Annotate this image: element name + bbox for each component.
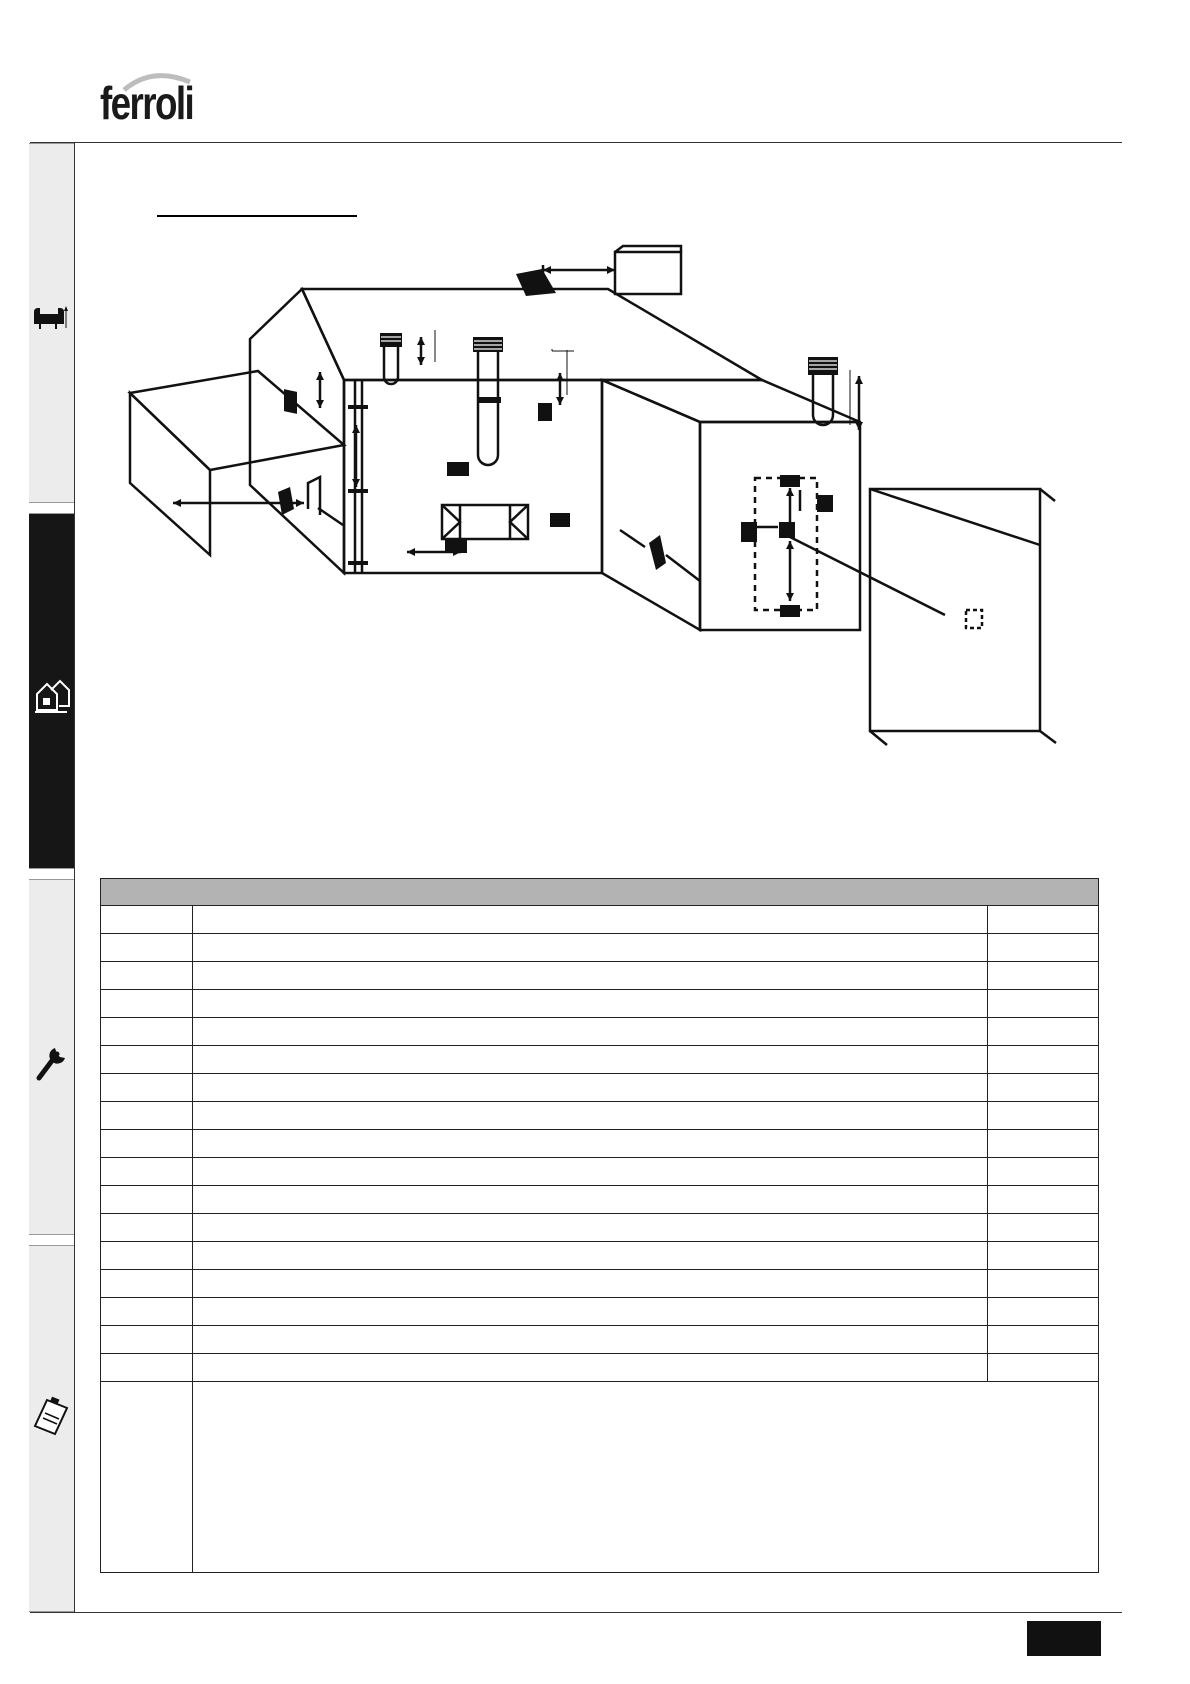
row-description-cell bbox=[193, 962, 988, 990]
tab-installation[interactable] bbox=[29, 513, 74, 869]
row-code-cell bbox=[101, 1074, 193, 1102]
row-value-cell bbox=[988, 1186, 1099, 1214]
wall-terminal-block bbox=[278, 487, 294, 515]
brand-logo bbox=[100, 72, 212, 130]
row-value-cell bbox=[988, 1326, 1099, 1354]
row-code-cell bbox=[101, 906, 193, 934]
row-value-cell bbox=[988, 1298, 1099, 1326]
footer-divider bbox=[30, 1612, 1122, 1613]
row-description-cell bbox=[193, 1046, 988, 1074]
row-description-cell bbox=[193, 1102, 988, 1130]
row-code-cell bbox=[101, 1046, 193, 1074]
table-header bbox=[101, 879, 1099, 906]
row-description-cell bbox=[193, 906, 988, 934]
row-value-cell bbox=[988, 1074, 1099, 1102]
row-code-cell bbox=[101, 1270, 193, 1298]
row-description-cell bbox=[193, 934, 988, 962]
row-description-cell bbox=[193, 1158, 988, 1186]
wrench-icon bbox=[33, 1040, 71, 1082]
row-value-cell bbox=[988, 1242, 1099, 1270]
row-description-cell bbox=[193, 1214, 988, 1242]
clipboard-icon bbox=[33, 1396, 71, 1436]
extension-side-wall bbox=[602, 380, 700, 630]
row-value-cell bbox=[988, 1270, 1099, 1298]
table-row bbox=[101, 1326, 1099, 1354]
row-value-cell bbox=[988, 990, 1099, 1018]
notes-label-cell bbox=[101, 1382, 193, 1573]
row-value-cell bbox=[988, 962, 1099, 990]
row-value-cell bbox=[988, 1214, 1099, 1242]
gable-end-wall bbox=[250, 289, 344, 573]
row-code-cell bbox=[101, 1158, 193, 1186]
row-code-cell bbox=[101, 1130, 193, 1158]
main-roof bbox=[302, 289, 762, 380]
table-row bbox=[101, 1102, 1099, 1130]
row-description-cell bbox=[193, 1018, 988, 1046]
table-row bbox=[101, 1242, 1099, 1270]
notes-row bbox=[101, 1382, 1099, 1573]
row-value-cell bbox=[988, 1018, 1099, 1046]
table-row bbox=[101, 990, 1099, 1018]
section-title-underline bbox=[157, 215, 357, 217]
table-row bbox=[101, 1214, 1099, 1242]
tab-service[interactable] bbox=[29, 879, 74, 1235]
row-description-cell bbox=[193, 1270, 988, 1298]
row-value-cell bbox=[988, 1354, 1099, 1382]
vertical-flue-terminal-1 bbox=[384, 347, 398, 384]
tab-user[interactable] bbox=[29, 143, 74, 503]
house-install-icon bbox=[33, 676, 71, 714]
table-row bbox=[101, 1298, 1099, 1326]
vertical-flue-terminal-3 bbox=[813, 375, 833, 425]
row-value-cell bbox=[988, 1158, 1099, 1186]
row-value-cell bbox=[988, 1130, 1099, 1158]
table-row bbox=[101, 1354, 1099, 1382]
chimney-stack bbox=[615, 252, 681, 294]
table-row bbox=[101, 1270, 1099, 1298]
row-code-cell bbox=[101, 1326, 193, 1354]
row-code-cell bbox=[101, 934, 193, 962]
row-code-cell bbox=[101, 962, 193, 990]
brand-wordmark: ferroli bbox=[100, 77, 194, 129]
clearance-table bbox=[100, 878, 1099, 1573]
row-code-cell bbox=[101, 990, 193, 1018]
adjacent-wall bbox=[870, 489, 1040, 731]
row-description-cell bbox=[193, 1130, 988, 1158]
row-value-cell bbox=[988, 1102, 1099, 1130]
row-code-cell bbox=[101, 1354, 193, 1382]
header-divider bbox=[30, 142, 1122, 143]
row-description-cell bbox=[193, 990, 988, 1018]
row-code-cell bbox=[101, 1298, 193, 1326]
notes-text-cell bbox=[193, 1382, 1099, 1573]
table-row bbox=[101, 1074, 1099, 1102]
table-row bbox=[101, 1130, 1099, 1158]
row-code-cell bbox=[101, 1018, 193, 1046]
row-description-cell bbox=[193, 1354, 988, 1382]
table-row bbox=[101, 1018, 1099, 1046]
row-description-cell bbox=[193, 1074, 988, 1102]
page-number-badge bbox=[1027, 1621, 1101, 1656]
row-code-cell bbox=[101, 1102, 193, 1130]
row-code-cell bbox=[101, 1186, 193, 1214]
tab-technical[interactable] bbox=[29, 1245, 74, 1612]
table-row bbox=[101, 1186, 1099, 1214]
row-code-cell bbox=[101, 1214, 193, 1242]
row-value-cell bbox=[988, 906, 1099, 934]
flue-terminal-position-diagram bbox=[100, 225, 1090, 765]
row-value-cell bbox=[988, 1046, 1099, 1074]
table-row bbox=[101, 1046, 1099, 1074]
table-row bbox=[101, 934, 1099, 962]
row-value-cell bbox=[988, 934, 1099, 962]
row-code-cell bbox=[101, 1242, 193, 1270]
table-row bbox=[101, 906, 1099, 934]
front-wall bbox=[344, 380, 602, 573]
row-description-cell bbox=[193, 1242, 988, 1270]
row-description-cell bbox=[193, 1298, 988, 1326]
vertical-flue-terminal-2 bbox=[478, 351, 498, 465]
table-row bbox=[101, 962, 1099, 990]
sidebar bbox=[29, 143, 75, 1612]
table-row bbox=[101, 1158, 1099, 1186]
row-description-cell bbox=[193, 1186, 988, 1214]
row-description-cell bbox=[193, 1326, 988, 1354]
armchair-icon bbox=[33, 302, 69, 332]
